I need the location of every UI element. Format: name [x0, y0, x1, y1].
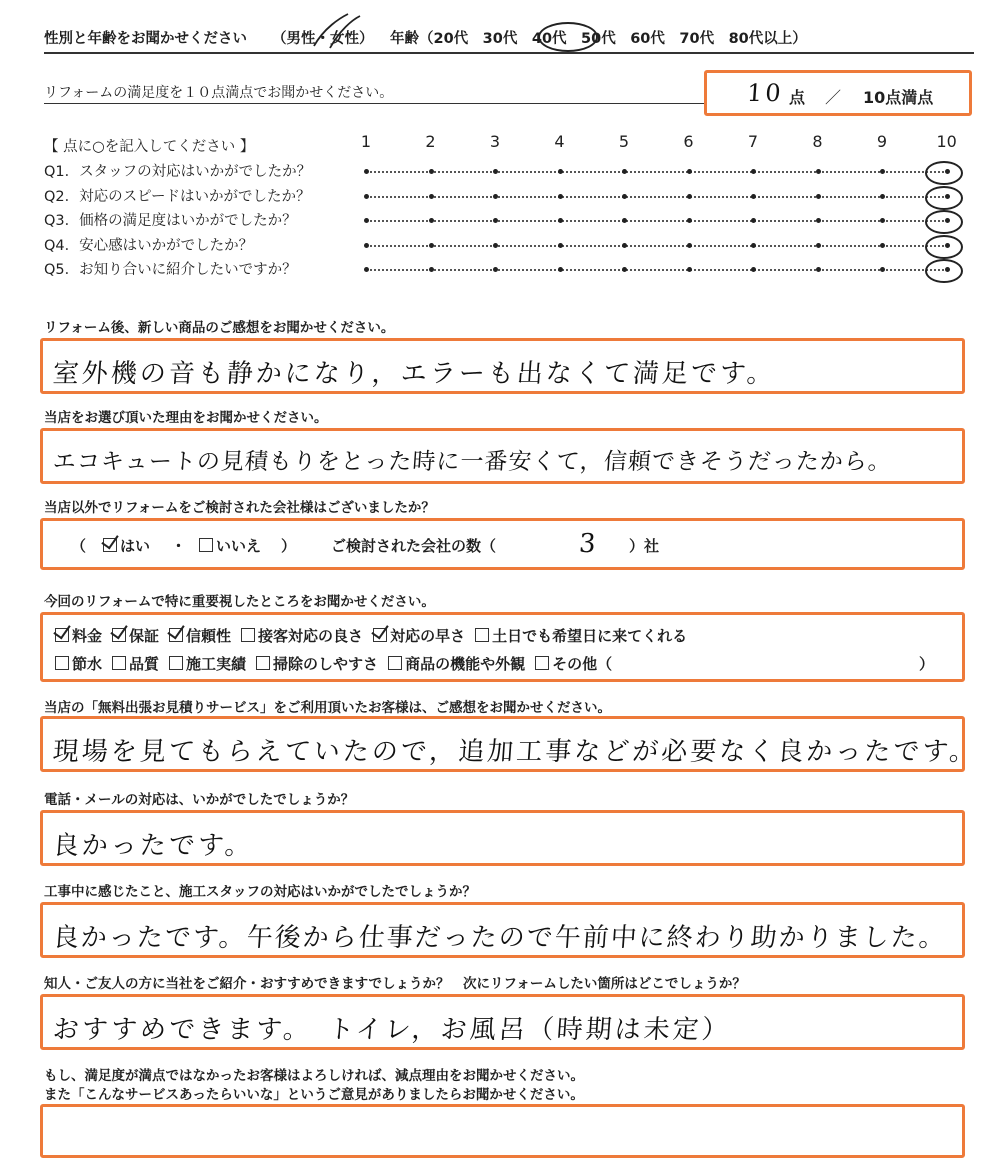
rating-dot[interactable] [687, 243, 692, 248]
priorities-label: 今回のリフォームで特に重要視したところをお聞かせください。 [44, 594, 435, 610]
rating-dot[interactable] [622, 218, 627, 223]
impression-answer: 室外機の音も静かになり，エラーも出なくて満足です。 [51, 359, 777, 389]
no-option[interactable]: いいえ [199, 535, 261, 556]
rating-question-label: Q5．お知り合いに紹介したいですか？ [44, 262, 297, 278]
no-checkbox[interactable] [199, 538, 213, 552]
checkbox-icon[interactable] [55, 656, 69, 670]
selected-rating-circle-icon [925, 235, 963, 259]
deduction-label-1: もし、満足度が満点ではなかったお客様はよろしければ、減点理由をお聞かせください。 [44, 1068, 584, 1084]
rating-dot[interactable] [558, 243, 563, 248]
ratings-instruction: 【 点に○を記入してください 】 [44, 139, 255, 155]
impression-answer-box[interactable] [40, 338, 965, 394]
scale-number: 7 [747, 132, 759, 151]
other-close-paren: ） [919, 655, 935, 673]
construction-box[interactable] [40, 902, 965, 958]
rating-dot[interactable] [622, 243, 627, 248]
priority-option[interactable]: 掃除のしやすさ [256, 655, 378, 673]
selected-rating-circle-icon [925, 259, 963, 283]
header-rule [44, 52, 974, 54]
priority-option[interactable]: 品質 [112, 655, 159, 673]
rating-dot[interactable] [364, 218, 369, 223]
checked-checkbox-icon[interactable] [112, 628, 126, 642]
phone-mail-label: 電話・メールの対応は、いかがでしたでしょうか？ [44, 792, 355, 808]
rating-dot[interactable] [687, 169, 692, 174]
company-count: 3 [577, 529, 600, 559]
priority-option[interactable]: 土日でも希望日に来てくれる [475, 627, 687, 645]
rating-dot[interactable] [816, 267, 821, 272]
rating-dot[interactable] [429, 218, 434, 223]
priority-option[interactable]: 接客対応の良さ [241, 627, 363, 645]
satisfaction-score: 10 [746, 79, 785, 107]
satisfaction-rule [44, 103, 704, 104]
rating-dot[interactable] [493, 267, 498, 272]
rating-dot[interactable] [816, 194, 821, 199]
gender-mark-icon [300, 8, 380, 52]
reason-label: 当店をお選び頂いた理由をお聞かせください。 [44, 410, 328, 426]
rating-dot[interactable] [429, 267, 434, 272]
paren-open: （ [71, 537, 87, 555]
score-slash: ／ [825, 88, 842, 107]
selected-rating-circle-icon [925, 186, 963, 210]
rating-question-label: Q1．スタッフの対応はいかがでしたか？ [44, 164, 312, 180]
scale-number: 5 [618, 132, 630, 151]
priority-option[interactable]: 保証 [112, 627, 159, 645]
rating-dot[interactable] [493, 218, 498, 223]
reason-answer-box[interactable] [40, 428, 965, 484]
phone-mail-box[interactable] [40, 810, 965, 866]
estimate-service-answer: 現場を見てもらえていたので，追加工事などが必要なく良かったです。 [51, 737, 980, 767]
scale-number: 4 [554, 132, 565, 151]
rating-dot[interactable] [364, 267, 369, 272]
rating-dot[interactable] [687, 267, 692, 272]
rating-dot[interactable] [364, 243, 369, 248]
paren-close: ） [281, 537, 297, 555]
checkbox-icon[interactable] [475, 628, 489, 642]
checkbox-icon[interactable] [256, 656, 270, 670]
company-count-suffix: ）社 [629, 537, 660, 555]
rating-dot[interactable] [751, 194, 756, 199]
checked-checkbox-icon[interactable] [55, 628, 69, 642]
rating-dot[interactable] [880, 169, 885, 174]
phone-mail-answer: 良かったです。 [51, 831, 255, 861]
priority-option[interactable]: 料金 [55, 627, 102, 645]
rating-dot[interactable] [880, 218, 885, 223]
rating-dot[interactable] [880, 267, 885, 272]
rating-dot[interactable] [880, 194, 885, 199]
rating-dot[interactable] [364, 169, 369, 174]
rating-dot[interactable] [622, 194, 627, 199]
selected-rating-circle-icon [925, 161, 963, 185]
estimate-service-label: 当店の「無料出張お見積りサービス」をご利用頂いたお客様は、ご感想をお聞かせください。 [44, 700, 611, 716]
rating-question-label: Q4．安心感はいかがでしたか？ [44, 237, 254, 254]
company-count-label: ご検討された会社の数（ [331, 537, 497, 555]
rating-dot[interactable] [622, 169, 627, 174]
scale-number: 3 [489, 132, 501, 151]
rating-question-label: Q3．価格の満足度はいかがでしたか？ [44, 213, 297, 229]
priority-option[interactable]: 商品の機能や外観 [388, 655, 525, 673]
rating-dot[interactable] [751, 267, 756, 272]
recommend-box[interactable] [40, 994, 965, 1050]
gender-age-label: 性別と年齢をお聞かせください [44, 31, 247, 47]
rating-dot[interactable] [429, 243, 434, 248]
other-companies-label: 当店以外でリフォームをご検討された会社様はございましたか？ [44, 500, 435, 516]
rating-dot[interactable] [493, 243, 498, 248]
impression-label: リフォーム後、新しい商品のご感想をお聞かせください。 [44, 320, 395, 336]
recommend-answer: おすすめできます。 トイレ，お風呂（時期は未定） [51, 1015, 732, 1045]
scale-number: 6 [683, 132, 694, 151]
rating-dot[interactable] [558, 267, 563, 272]
rating-dot[interactable] [558, 169, 563, 174]
scale-number: 10 [936, 132, 957, 151]
construction-label: 工事中に感じたこと、施工スタッフの対応はいかがでしたでしょうか？ [44, 884, 476, 900]
rating-line [366, 269, 948, 273]
rating-dot[interactable] [429, 194, 434, 199]
rating-dot[interactable] [622, 267, 627, 272]
satisfaction-score-box[interactable] [704, 70, 972, 116]
rating-dot[interactable] [816, 243, 821, 248]
priority-option[interactable]: その他（ [535, 655, 612, 673]
other-companies-box[interactable] [40, 518, 965, 570]
rating-dot[interactable] [493, 194, 498, 199]
checkbox-icon[interactable] [112, 656, 126, 670]
rating-line [366, 245, 948, 249]
rating-dot[interactable] [429, 169, 434, 174]
checked-checkbox-icon[interactable] [169, 628, 183, 642]
gender-options[interactable]: （男性・女性） [272, 31, 374, 47]
yes-checkbox[interactable] [103, 538, 117, 552]
rating-question-label: Q2．対応のスピードはいかがでしたか？ [44, 188, 311, 205]
selected-rating-circle-icon [925, 210, 963, 234]
age-options[interactable]: 年齢（20代 30代 40代 50代 60代 70代 80代以上） [390, 31, 807, 47]
yes-option[interactable]: はい [103, 535, 150, 556]
option-separator: ・ [171, 537, 187, 555]
checkbox-icon[interactable] [169, 656, 183, 670]
rating-line [366, 196, 948, 200]
checkbox-icon[interactable] [535, 656, 549, 670]
priority-option[interactable]: 節水 [55, 655, 102, 673]
scale-number: 1 [360, 132, 372, 151]
rating-line [366, 220, 948, 224]
rating-dot[interactable] [687, 194, 692, 199]
score-max: 10点満点 [863, 88, 934, 107]
rating-dot[interactable] [493, 169, 498, 174]
priorities-row-1 [55, 625, 697, 646]
score-unit: 点 [789, 88, 806, 107]
rating-line [366, 171, 948, 175]
priorities-row-2 [55, 653, 622, 674]
rating-dot[interactable] [751, 169, 756, 174]
rating-dot[interactable] [364, 194, 369, 199]
checkbox-icon[interactable] [241, 628, 255, 642]
deduction-label-2: また「こんなサービスあったらいいな」というご意見がありましたらお聞かせください。 [44, 1087, 584, 1103]
deduction-box[interactable] [40, 1104, 965, 1158]
rating-dot[interactable] [751, 243, 756, 248]
priority-option[interactable]: 信頼性 [169, 627, 231, 645]
recommend-label: 知人・ご友人の方に当社をご紹介・おすすめできますでしょうか？ 次にリフォームしたい箇所はどこでしょうか？ [44, 976, 746, 992]
scale-number: 9 [876, 132, 888, 151]
rating-dot[interactable] [558, 218, 563, 223]
checked-checkbox-icon[interactable] [373, 628, 387, 642]
priority-option[interactable]: 対応の早さ [373, 627, 465, 645]
satisfaction-label: リフォームの満足度を１０点満点でお聞かせください。 [44, 85, 394, 101]
rating-dot[interactable] [751, 218, 756, 223]
age-40-circle-icon [538, 22, 598, 52]
scale-number: 2 [425, 132, 436, 151]
reason-answer: エコキュートの見積もりをとった時に一番安くて，信頼できそうだったから。 [51, 449, 893, 475]
scale-number: 8 [812, 132, 823, 151]
rating-dot[interactable] [880, 243, 885, 248]
priority-option[interactable]: 施工実績 [169, 655, 246, 673]
rating-dot[interactable] [687, 218, 692, 223]
priorities-box[interactable] [40, 612, 965, 682]
estimate-service-box[interactable] [40, 716, 980, 772]
rating-dot[interactable] [816, 218, 821, 223]
construction-answer: 良かったです。午後から仕事だったので午前中に終わり助かりました。 [51, 923, 948, 953]
rating-dot[interactable] [558, 194, 563, 199]
rating-dot[interactable] [816, 169, 821, 174]
checkbox-icon[interactable] [388, 656, 402, 670]
